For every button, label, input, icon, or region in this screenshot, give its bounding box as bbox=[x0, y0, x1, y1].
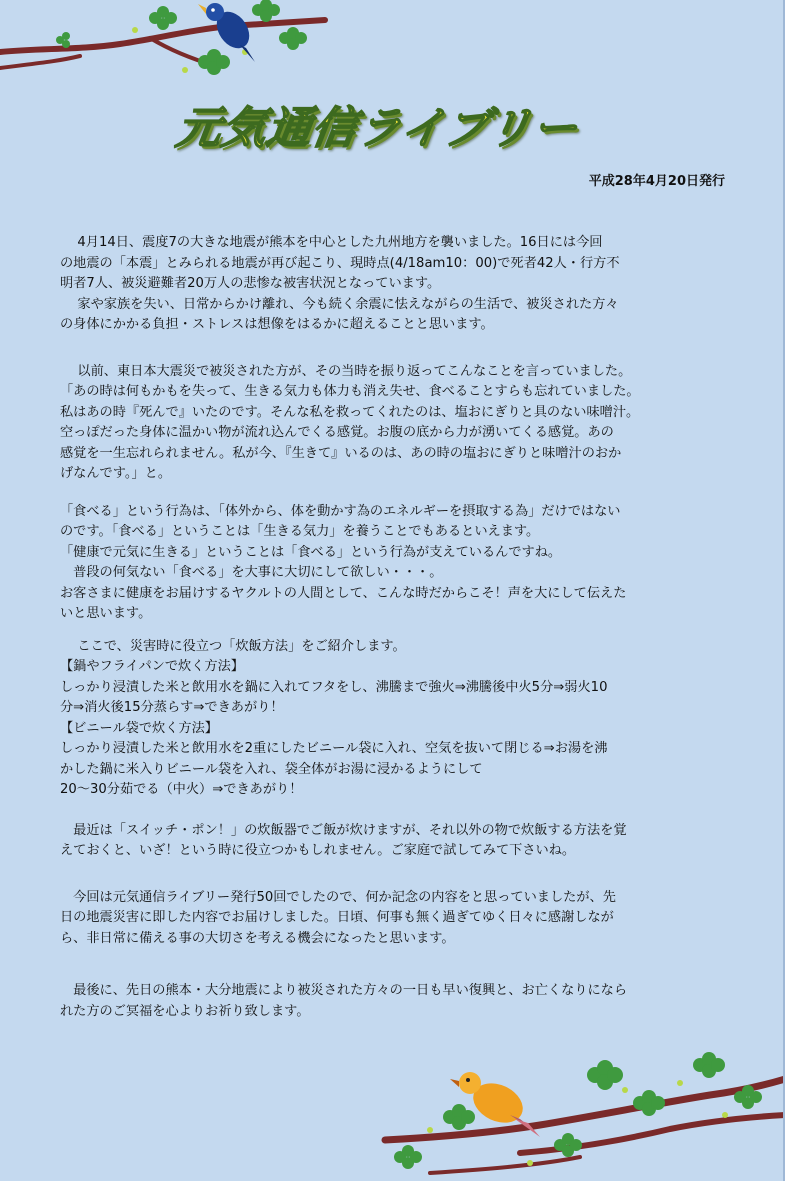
text-line: 以前、東日本大震災で被災された方が、その当時を振り返ってこんなことを言っていました。 bbox=[60, 363, 632, 379]
text-line: 「あの時は何もかもを失って、生きる気力も体力も消え失せ、食べることすらも忘れていました。 bbox=[60, 384, 640, 399]
paragraph-survivor-story bbox=[60, 362, 730, 485]
text-line: かした鍋に米入りビニール袋を入れ、袋全体がお湯に浸かるようにして bbox=[60, 761, 483, 777]
paragraph-earthquake-report bbox=[60, 233, 730, 336]
text-line: お客さまに健康をお届けするヤクルトの人間として、こんな時だからこそ！声を大にして伝えた bbox=[60, 585, 627, 601]
paragraph-rice-cooking-methods bbox=[60, 637, 730, 801]
text-line: 私はあの時『死んで』いたのです。そんな私を救ってくれたのは、塩おにぎりと具のない味噌汁。 bbox=[60, 404, 640, 420]
text-line: 分⇒消火後15分蒸らす⇒できあがり！ bbox=[60, 700, 284, 715]
text-line: ここで、災害時に役立つ「炊飯方法」をご紹介します。 bbox=[60, 638, 406, 654]
paragraph-importance-of-eating bbox=[60, 502, 730, 625]
text-line: 4月14日、震度7の大きな地震が熊本を中心とした九州地方を襲いました。16日には今回 bbox=[60, 235, 603, 250]
paragraph-rice-cooker-tip bbox=[60, 821, 730, 862]
newsletter-title: 元気通信ライブリー bbox=[173, 103, 582, 154]
text-line: 家や家族を失い、日常からかけ離れ、今も続く余震に怯えながらの生活で、被災された方々 bbox=[60, 296, 619, 312]
text-line: 【ビニール袋で炊く方法】 bbox=[60, 720, 218, 736]
text-line: 「健康で元気に生きる」ということは「食べる」という行為が支えているんですね。 bbox=[60, 544, 562, 560]
issue-date: 平成28年4月20日発行 bbox=[588, 174, 725, 189]
blue-bird-icon bbox=[198, 3, 256, 62]
text-line: 最近は「スイッチ・ポン！」の炊飯器でご飯が炊けますが、それ以外の物で炊飯する方法を覚 bbox=[60, 822, 627, 838]
text-line: 感覚を一生忘れられません。私が今、『生きて』いるのは、あの時の塩おにぎりと味噌汁のおか bbox=[60, 445, 622, 461]
text-line: 空っぽだった身体に温かい物が流れ込んでくる感覚。お腹の底から力が湧いてくる感覚。あの bbox=[60, 425, 614, 440]
text-line: 明者7人、被災避難者20万人の悲惨な被害状況となっています。 bbox=[60, 276, 441, 291]
newsletter-body bbox=[60, 233, 730, 1022]
bird-on-branch-illustration-bottom bbox=[370, 1045, 785, 1181]
text-line: 普段の何気ない「食べる」を大事に大切にして欲しい・・・。 bbox=[60, 565, 443, 580]
text-line: えておくと、いざ！という時に役立つかもしれません。ご家庭で試してみて下さいね。 bbox=[60, 843, 576, 858]
bird-on-branch-illustration-top bbox=[0, 0, 330, 95]
paragraph-closing-condolences bbox=[60, 981, 730, 1022]
text-line: いと思います。 bbox=[60, 606, 152, 621]
text-line: げなんです。」と。 bbox=[60, 466, 172, 481]
text-line: の身体にかかる負担・ストレスは想像をはるかに超えることと思います。 bbox=[60, 317, 494, 332]
text-line: しっかり浸漬した米と飲用水を2重にしたビニール袋に入れ、空気を抜いて閉じる⇒お湯を沸 bbox=[60, 741, 608, 756]
paragraph-50th-issue bbox=[60, 888, 730, 950]
text-line: 【鍋やフライパンで炊く方法】 bbox=[60, 659, 244, 674]
text-line: 今回は元気通信ライブリー発行50回でしたので、何か記念の内容をと思っていましたが、先 bbox=[60, 889, 616, 905]
text-line: れた方のご冥福を心よりお祈り致します。 bbox=[60, 1003, 310, 1019]
text-line: 20～30分茹でる（中火）⇒できあがり！ bbox=[60, 782, 303, 797]
text-line: 最後に、先日の熊本・大分地震により被災された方々の一日も早い復興と、お亡くなりになら bbox=[60, 983, 628, 998]
text-line: しっかり浸漬した米と飲用水を鍋に入れてフタをし、沸騰まで強火⇒沸騰後中火5分⇒弱火10 bbox=[60, 679, 608, 695]
text-line: 「食べる」という行為は、「体外から、体を動かす為のエネルギーを摂取する為」だけではない bbox=[60, 503, 621, 519]
text-line: ら、非日常に備える事の大切さを考える機会になったと思います。 bbox=[60, 930, 455, 946]
text-line: の地震の「本震」とみられる地震が再び起こり、現時点(4/18am10：00)で死者42人・行方不 bbox=[60, 255, 620, 271]
text-line: 日の地震災害に即した内容でお届けしました。日頃、何事も無く過ぎてゆく日々に感謝しなが bbox=[60, 910, 614, 925]
text-line: のです。「食べる」ということは「生きる気力」を養うことでもあるといえます。 bbox=[60, 524, 540, 539]
